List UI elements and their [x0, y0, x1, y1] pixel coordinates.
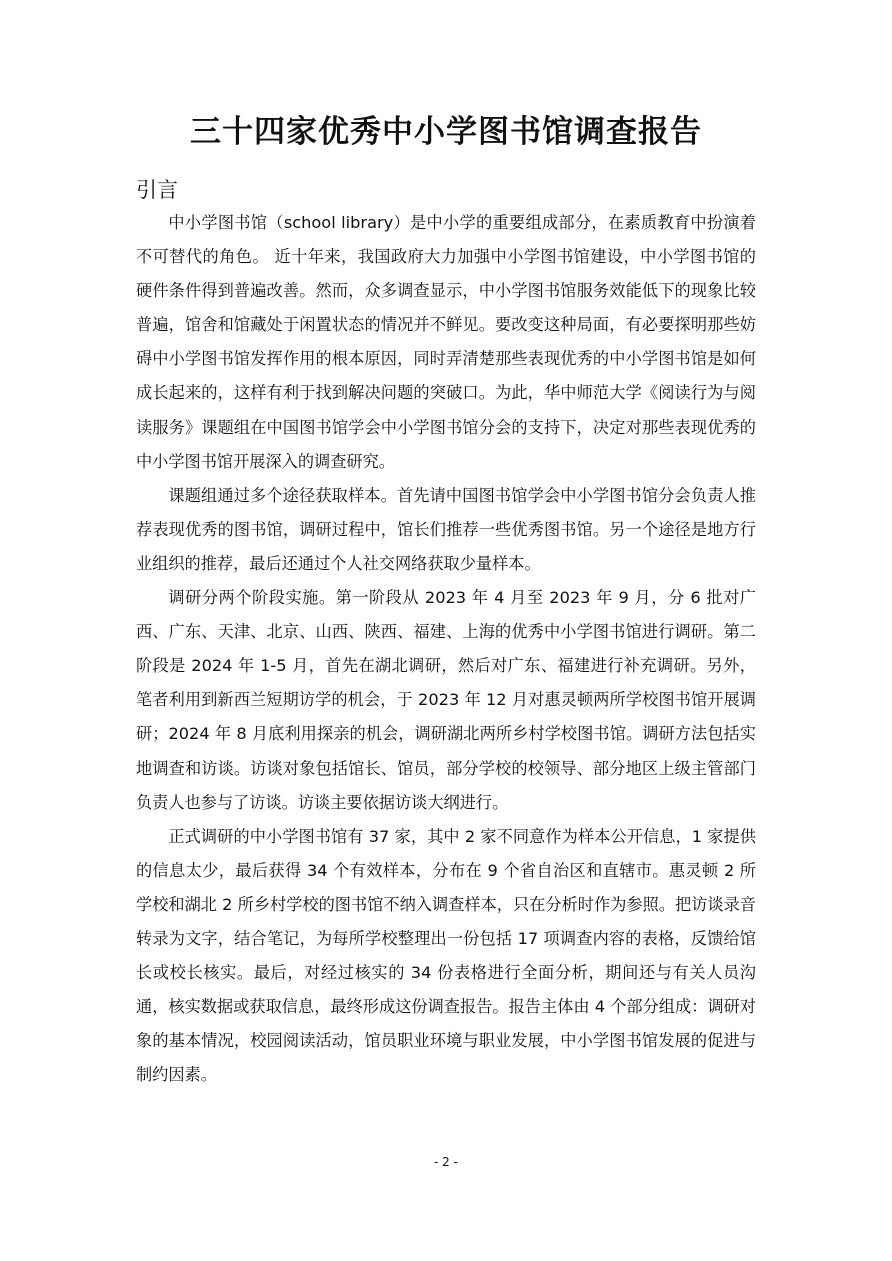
paragraph: 中小学图书馆（school library）是中小学的重要组成部分，在素质教育中扮演着不可替代的角色。 近十年来，我国政府大力加强中小学图书馆建设，中小学图书馆的硬件条件得到普遍改善。然而，众多调查显示，中小学图书馆服务效能低下的现象比较普遍，馆舍和馆藏处于闲置状态的情况并不鲜见。要改变这种局面，有必要探明那些妨碍中小学图书馆发挥作用的根本原因，同时弄清楚那些表现优秀的中小学图书馆是如何成长起来的，这样有利于找到解决问题的突破口。为此，华中师范大学《阅读行为与阅读服务》课题组在中国图书馆学会中小学图书馆分会的支持下，决定对那些表现优秀的中小学图书馆开展深入的调查研究。: [136, 213, 756, 471]
section-heading: 引言: [136, 178, 178, 202]
page-number: - 2 -: [434, 1155, 458, 1169]
paragraph: 课题组通过多个途径获取样本。首先请中国图书馆学会中小学图书馆分会负责人推荐表现优秀的图书馆，调研过程中，馆长们推荐一些优秀图书馆。另一个途径是地方行业组织的推荐，最后还通过个人社交网络获取少量样本。: [136, 485, 756, 573]
paragraph: 正式调研的中小学图书馆有 37 家，其中 2 家不同意作为样本公开信息，1 家提供的信息太少，最后获得 34 个有效样本，分布在 9 个省自治区和直辖市。惠灵顿 2 所学校和湖北 2 所乡村学校的图书馆不纳入调查样本，只在分析时作为参照。把访谈录音转录为文字，结合笔记，为每所学校整理出一份包括 17 项调查内容的表格，反馈给馆长或校长核实。最后，对经过核实的 34 份表格进行全面分析，期间还与有关人员沟通，核实数据或获取信息，最终形成这份调查报告。报告主体由 4 个部分组成：调研对象的基本情况，校园阅读活动，馆员职业环境与职业发展，中小学图书馆发展的促进与制约因素。: [136, 826, 756, 1085]
document-title: 三十四家优秀中小学图书馆调查报告: [190, 114, 702, 150]
body-text: [136, 206, 756, 1092]
paragraph: 调研分两个阶段实施。第一阶段从 2023 年 4 月至 2023 年 9 月，分 6 批对广西、广东、天津、北京、山西、陕西、福建、上海的优秀中小学图书馆进行调研。第二阶段是 2024 年 1-5 月，首先在湖北调研，然后对广东、福建进行补充调研。另外，笔者利用到新西兰短期访学的机会，于 2023 年 12 月对惠灵顿两所学校图书馆开展调研；2024 年 8 月底利用探亲的机会，调研湖北两所乡村学校图书馆。调研方法包括实地调查和访谈。访谈对象包括馆长、馆员，部分学校的校领导、部分地区上级主管部门负责人也参与了访谈。访谈主要依据访谈大纲进行。: [136, 588, 756, 812]
